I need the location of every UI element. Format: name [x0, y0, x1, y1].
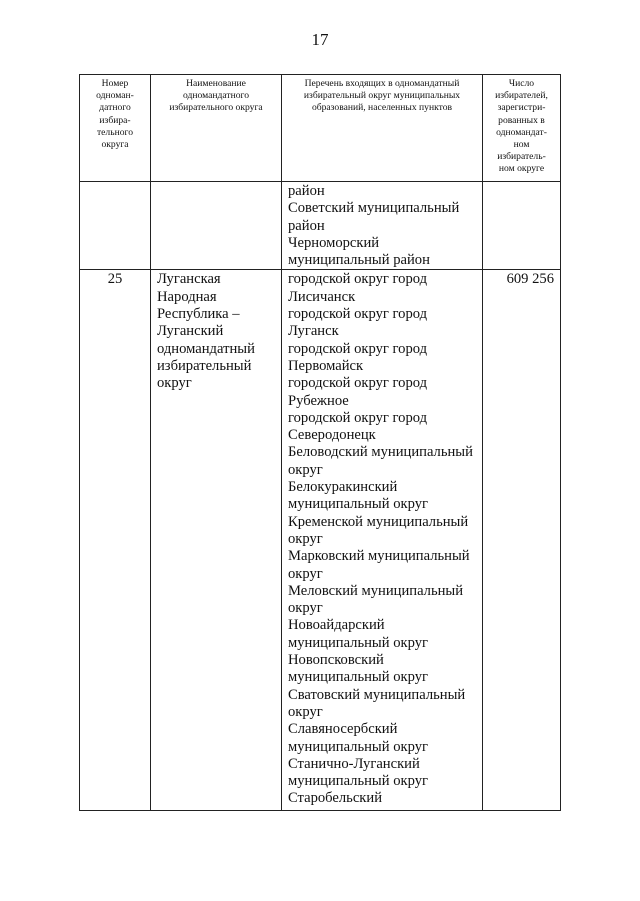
text-line: муниципальный округ — [288, 738, 428, 755]
text-line: Наименование — [186, 78, 246, 89]
text-line: округ — [157, 375, 192, 392]
text-line: датного — [99, 102, 131, 114]
text-line: Славяносербский — [288, 721, 398, 738]
text-line: Новоайдарский — [288, 617, 385, 634]
text-line: округ — [288, 461, 323, 478]
cell-voters-count: 609 256 — [483, 270, 561, 810]
text-line: муниципальный округ — [288, 634, 428, 651]
text-line: Рубежное — [288, 392, 349, 409]
text-line: избирательный округ муниципальных — [303, 90, 461, 102]
text-line: городской округ город — [288, 409, 428, 426]
text-line: Народная — [157, 288, 217, 305]
header-list — [282, 75, 483, 182]
text-line: ном округе — [498, 163, 545, 175]
text-line: Республика – — [157, 306, 240, 323]
text-line: избиратель- — [497, 151, 546, 163]
text-lines — [282, 182, 482, 269]
header-voters — [483, 75, 561, 182]
text-line: городской округ город — [288, 340, 428, 357]
text-line: ном — [513, 139, 530, 151]
text-line: городской округ город — [288, 306, 428, 323]
text-line: избирательный — [157, 357, 252, 374]
text-line: Число — [508, 78, 535, 89]
text-line: Луганская — [157, 271, 221, 288]
text-line: избирательного округа — [169, 102, 263, 114]
text-line: Первомайск — [288, 357, 364, 374]
text-line: Луганск — [288, 323, 339, 340]
text-lines — [282, 75, 482, 115]
text-line: городской округ город — [288, 375, 428, 392]
cell-name-empty — [151, 182, 282, 270]
text-line: зарегистри- — [497, 102, 546, 114]
cell-voters-empty — [483, 182, 561, 270]
text-line: одномандатного — [182, 90, 250, 102]
text-line: Сватовский муниципальный — [288, 686, 466, 703]
text-line: округа — [101, 139, 129, 151]
text-line: Номер — [101, 78, 129, 89]
text-line: Марковский муниципальный — [288, 548, 470, 565]
table-header-row — [80, 75, 561, 182]
text-line: городской округ город — [288, 271, 428, 288]
text-line: Беловодский муниципальный — [288, 444, 473, 461]
text-line: Черноморский — [288, 234, 380, 251]
text-line: рованных в — [498, 114, 545, 126]
text-line: Советский муниципальный — [288, 200, 460, 217]
text-line: одноман- — [96, 90, 134, 102]
text-lines — [282, 270, 482, 809]
header-name — [151, 75, 282, 182]
text-line: муниципальный округ — [288, 773, 428, 790]
text-line: муниципальный округ — [288, 669, 428, 686]
text-line: тельного — [96, 126, 134, 138]
text-line: район — [288, 217, 325, 234]
text-line: избира- — [99, 114, 131, 126]
text-line: округ — [288, 600, 323, 617]
cell-district-number: 25 — [80, 270, 151, 810]
text-line: район — [288, 183, 325, 199]
cell-list-continued — [282, 182, 483, 270]
cell-number-empty — [80, 182, 151, 270]
cell-district-list — [282, 270, 483, 810]
text-lines — [80, 75, 150, 151]
text-line: Меловский муниципальный — [288, 582, 464, 599]
text-line: Белокуракинский — [288, 479, 398, 496]
text-line: округ — [288, 530, 323, 547]
text-line: избирателей, — [495, 90, 548, 102]
text-line: Перечень входящих в одномандатный — [304, 78, 460, 89]
text-line: муниципальный округ — [288, 496, 428, 513]
cell-district-name — [151, 270, 282, 810]
text-lines — [151, 270, 281, 394]
text-lines — [151, 75, 281, 115]
text-line: Старобельский — [288, 790, 383, 807]
header-number — [80, 75, 151, 182]
text-line: округ — [288, 703, 323, 720]
text-line: одномандат- — [496, 126, 547, 138]
text-line: Кременской муниципальный — [288, 513, 469, 530]
page-number: 17 — [311, 30, 329, 49]
text-line: округ — [288, 565, 323, 582]
text-line: Лисичанск — [288, 288, 356, 305]
text-line: Новопсковский — [288, 652, 384, 669]
text-line: Станично-Луганский — [288, 755, 420, 772]
text-line: образований, населенных пунктов — [311, 102, 453, 114]
table-row-25 — [80, 270, 561, 810]
text-lines — [483, 75, 560, 176]
text-line: одномандатный — [157, 340, 255, 357]
text-line: Северодонецк — [288, 427, 376, 444]
text-line: Луганский — [157, 323, 224, 340]
text-line: муниципальный район — [288, 252, 430, 269]
table-row-continued — [80, 182, 561, 270]
districts-table — [79, 74, 561, 811]
